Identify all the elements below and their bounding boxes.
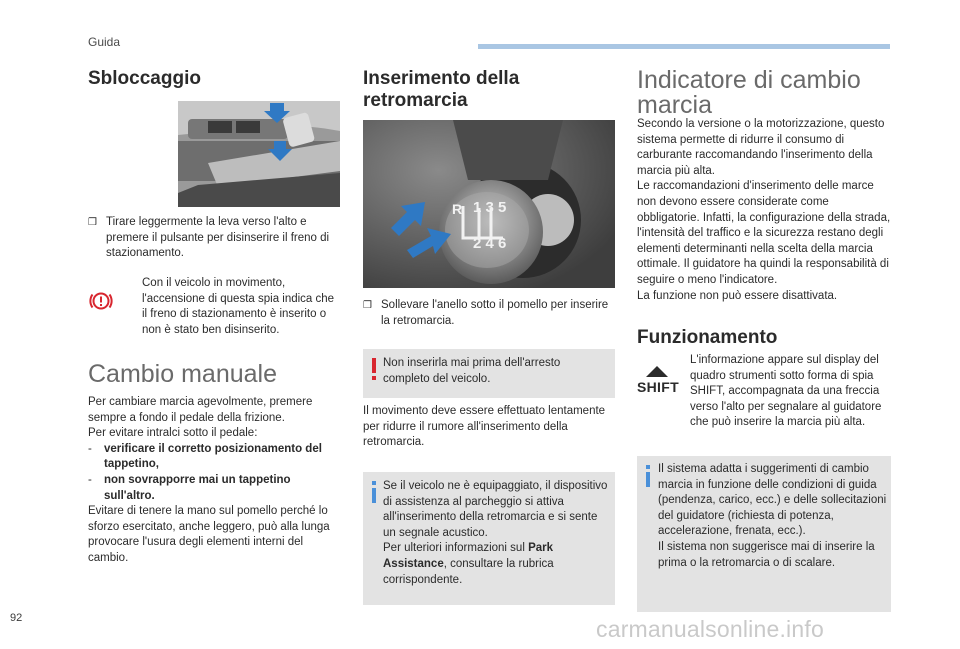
info-text [383, 479, 609, 588]
list-item: - non sovrapporre mai un tappetino sull'altro. [88, 473, 291, 502]
list-item: - verificare il corretto posizionamento del tappetino, [88, 442, 322, 471]
knob-label-bottom: 2 4 6 [473, 235, 507, 252]
paragraph: Il sistema non suggerisce mai di inserire la prima o la retromarcia o di scalare. [658, 540, 875, 569]
paragraph: Per evitare intralci sotto il pedale: [88, 427, 258, 440]
section-title-cambio-manuale: Cambio manuale [88, 360, 277, 388]
bullet-marker-icon: ❒ [363, 300, 372, 311]
brake-warning-icon [88, 288, 114, 314]
paragraph: Se il veicolo ne è equipaggiato, il dispositivo di assistenza al parcheggio si attiva all'inserimento della retromarcia e si sente un segnale acustico. [383, 480, 608, 539]
section-title-funzionamento: Funzionamento [637, 327, 778, 348]
bullet-reverse-ring: ❒ Sollevare l'anello sotto il pomello per inserire la retromarcia. [363, 298, 615, 329]
section-label: Guida [88, 35, 121, 49]
section-title-indicatore: Indicatore di cambio marcia [637, 66, 861, 119]
watermark: carmanualsonline.info [596, 616, 824, 642]
manual-gearbox-text [88, 395, 344, 567]
section-title-sbloccaggio: Sbloccaggio [88, 68, 201, 89]
paragraph: La funzione non può essere disattivata. [637, 289, 838, 302]
knob-label-r: R [452, 201, 463, 217]
paragraph: Il sistema adatta i suggerimenti di cambio marcia in funzione delle condizioni di guida (pendenza, carico, ecc.) e delle sollecitazioni del guidatore (richiesta di potenza, accelerazione, frenata, ecc.). [658, 463, 887, 538]
gear-indicator-text [637, 117, 893, 304]
info-text [658, 462, 888, 571]
parking-brake-illustration [178, 101, 340, 207]
gear-knob-illustration [363, 120, 615, 288]
info-box-gear-suggestions [637, 456, 891, 612]
shift-icon-label: SHIFT [637, 379, 679, 395]
warning-text: Non inserirla mai prima dell'arresto completo del veicolo. [383, 357, 561, 385]
bullet-marker-icon: ❒ [88, 217, 97, 228]
exclamation-icon [371, 358, 377, 380]
knob-label-top: 1 3 5 [473, 199, 507, 216]
section-title-retromarcia: Inserimento della retromarcia [363, 68, 520, 111]
park-assist-reference: Park Assistance [383, 542, 554, 570]
bullet-release-brake: ❒ Tirare leggermente la leva verso l'alto e premere il pulsante per disinserire il freno di stazionamento. [88, 215, 340, 262]
header-bar [478, 44, 890, 49]
paragraph: Secondo la versione o la motorizzazione, questo sistema permette di ridurre il consumo di carburante raccomandando l'inserimento della marcia più alta. [637, 118, 885, 177]
page-number: 92 [10, 612, 23, 624]
warning-box-reverse [363, 349, 615, 398]
shift-indicator-icon [637, 365, 677, 397]
paragraph: Per cambiare marcia agevolmente, premere sempre a fondo il pedale della frizione. [88, 396, 313, 424]
paragraph: Evitare di tenere la mano sul pomello perché lo sforzo esercitato, anche leggero, può alla lunga provocare l'usura degli elementi interni del cambio. [88, 505, 330, 564]
reverse-movement-text: Il movimento deve essere effettuato lentamente per ridurre il rumore all'inserimento della retromarcia. [363, 405, 606, 449]
gear-knob-image [363, 120, 615, 288]
parking-brake-image [178, 101, 340, 207]
info-icon [371, 481, 377, 503]
info-box-park-assist [363, 472, 615, 605]
paragraph: Per ulteriori informazioni sul Park Assistance, consultare la rubrica corrispondente. [383, 542, 554, 586]
brake-warning-text: Con il veicolo in movimento, l'accensione di questa spia indica che il freno di stazionamento è inserito o non è stato ben disinserito. [142, 277, 335, 336]
shift-description: L'informazione appare sul display del quadro strumenti sotto forma di spia SHIFT, accompagnata da una freccia verso l'alto per segnalare al guidatore che può inserire la marcia più alta. [690, 354, 882, 429]
paragraph: Le raccomandazioni d'inserimento delle marce non devono essere considerate come obbligatorie. Infatti, la configurazione della strada, l'intensità del traffico e la sicurezza restano degli elementi determinanti nella scelta della marcia ottimale. Il guidatore ha quindi la responsabilità di seguire o meno l'indicatore. [637, 180, 891, 286]
info-icon [645, 465, 651, 487]
